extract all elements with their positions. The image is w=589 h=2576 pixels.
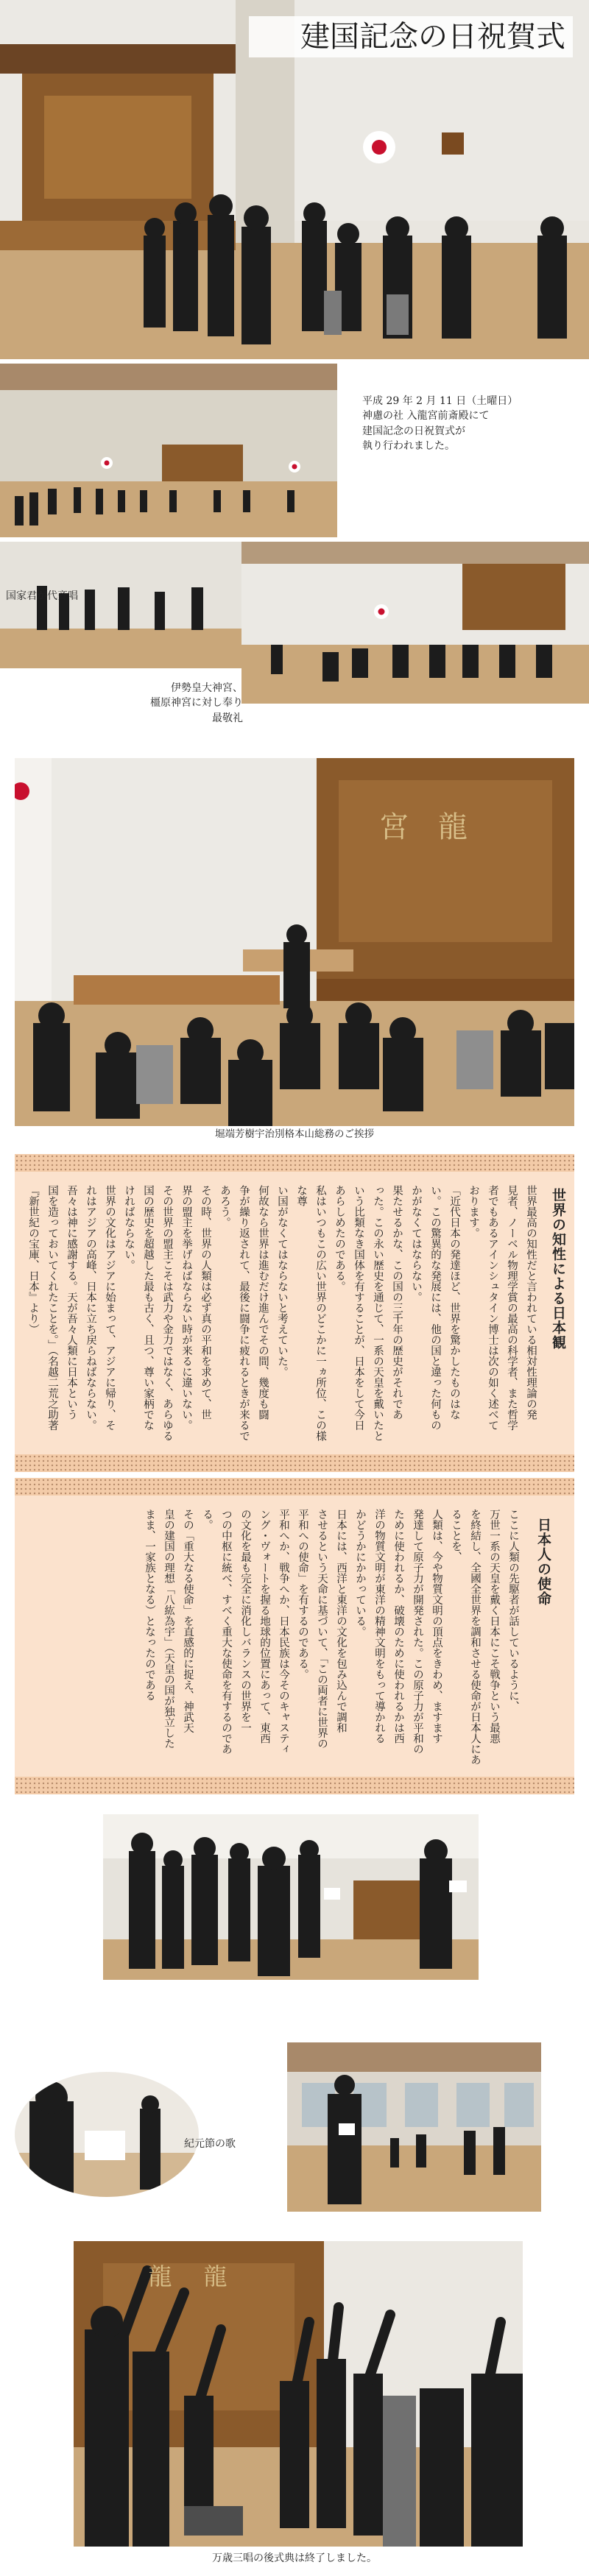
essay2-column: 平和への使命」を有するのである。 [297, 1509, 308, 1680]
essay1-column: ければならない。 [123, 1185, 135, 1270]
caption-intro: 平成 29 年 2 月 11 日（土曜日） 神慮の社 入龍宮前斎殿にて 建国記念の日祝賀式が 執り行われました。 [362, 395, 518, 452]
essay2-column: 人類は、今や物質文明の頂点をきわめ、ますます [431, 1509, 442, 1744]
essay2-column: 発達して原子力が開発された。この原子力が平和の [412, 1509, 423, 1755]
photo-worship-bow [241, 542, 589, 704]
essay1-column: 世界最高の知性だと言われている相対性理論の発 [525, 1185, 537, 1420]
essay1-column: 『新世紀の宝庫、日本』より） [27, 1185, 39, 1334]
essay-world-view [15, 1154, 574, 1472]
essay2-column: 皇の建国の理想「八紘為宇」（天皇の国が独立した [163, 1509, 174, 1749]
essay2-column: 万世一系の天皇を戴く日本にこそ戦争という最悪 [488, 1509, 500, 1744]
essay1-column: 国の歴史を超越した最も古く、且つ、尊い家柄でな [142, 1185, 154, 1431]
essay1-column: 争が繰り返されて、最後に闘争に疲れるときが来るで [238, 1185, 250, 1441]
essay-japanese-mission [15, 1478, 574, 1794]
essay1-column: おります。 [468, 1185, 479, 1239]
essay1-body [24, 1185, 540, 1450]
essay1-column: 者でもあるアインシュタイン博士は次の如く述べて [487, 1185, 498, 1431]
essay1-column: あろう。 [219, 1185, 230, 1228]
photo-hall-wide [0, 364, 337, 537]
essay2-column: ることを、 [450, 1509, 462, 1563]
essay1-column: 果たせるかな、この国の三千年の歴史がそれであ [391, 1185, 403, 1420]
essay1-column: 「近代日本の発達ほど、世界を驚かしたものはな [448, 1185, 460, 1420]
essay1-column: い国がなくてはならないと考えていた。 [276, 1185, 288, 1377]
essay2-column: かどうかにかかっている。 [354, 1509, 366, 1637]
essay1-column: 私はいつもこの広い世界のどこかに一ヵ所位、この様な尊 [295, 1185, 326, 1441]
essay1-column: かがなくてはならない。 [410, 1185, 422, 1303]
altar-sign-banzai-char-2: 龍 [203, 2262, 228, 2290]
essay2-column: 日本には、西洋と東洋の文化を包み込んで調和 [335, 1509, 347, 1733]
photo-song-speakers [103, 1814, 479, 1980]
essay2-column: ために使われるか、破壊のために使われるかは西 [392, 1509, 404, 1744]
essay2-column: まま、一家族となる）となったのである [144, 1509, 155, 1701]
essay2-column: る。 [201, 1509, 213, 1530]
essay2-column: を終結し、全國全世界を調和させる使命が日本人にあ [469, 1509, 481, 1765]
essay2-column: 平和へか、戦争へか、日本民族は今そのキャスティ [278, 1509, 289, 1755]
essay2-column: つの中枢に統べ、すべく重大な使命を有するのであ [220, 1509, 232, 1755]
altar-sign-banzai [133, 2258, 243, 2291]
essay1-column: 吾々は神に感謝する。天が吾々人類に日本という [66, 1185, 77, 1420]
caption-worship: 伊勢皇大神宮、 橿原神宮に対し奉り 最敬礼 [150, 682, 243, 724]
photo-song-reader [15, 2072, 199, 2197]
altar-sign [364, 802, 482, 846]
caption-song: 紀元節の歌 [184, 2138, 236, 2150]
page-title: 建国記念の日祝賀式 [249, 16, 573, 57]
essay1-column: 何故なら世界は進むだけ進んでその間、幾度も闘 [257, 1185, 269, 1420]
caption-banzai: 万歳三唱の後式典は終了しました。 [212, 2552, 377, 2564]
photo-anthem [0, 542, 241, 668]
essay1-column: 界の盟主を挙げねばならない時が来るに違いない。 [180, 1185, 192, 1431]
altar-sign-char-2: 龍 [438, 810, 468, 844]
essay1-column: 世界の文化はアジアに始まって、アジアに帰り、そ [104, 1185, 116, 1431]
essay1-column: った。この永い歴史を通じて、一系の天皇を戴いたと [372, 1185, 384, 1441]
altar-sign-char-1: 宮 [379, 810, 409, 844]
essay1-column: 国を造っておいてくれたことを。」（名越二荒之助著 [46, 1185, 58, 1431]
essay1-column: れはアジアの高峰、日本に立ち戻らねばならない。 [85, 1185, 96, 1431]
caption-anthem: 国家君が代斉唱 [6, 590, 78, 602]
caption-greeting: 堀端芳樹宇治別格本山総務のご挨拶 [215, 1128, 374, 1140]
photo-greeting [15, 758, 574, 1126]
essay1-column: いう比類なき国体を有することが、日本をして今日 [353, 1185, 364, 1431]
essay1-column: 見者、ノーベル物理学賞の最高の科学者、また哲学 [506, 1185, 518, 1431]
essay2-column: の文化を最も完全に消化しバランスの世界を一 [239, 1509, 251, 1733]
photo-song-hall [287, 2042, 541, 2212]
essay2-column: 洋の物質文明が東洋の精神文明をもって導かれる [373, 1509, 385, 1744]
essay2-column: させるという天命に基づいて、「この両者に世界の [316, 1509, 328, 1749]
essay1-column: あらしめたのである。 [334, 1185, 345, 1292]
essay2-body [140, 1509, 523, 1774]
essay1-column: い。この驚異的な発展には、他の国と違った何もの [429, 1185, 441, 1431]
essay2-column: その「重大なる使命」を直感的に捉え、神武天 [182, 1509, 194, 1733]
essay2-column: ここに人類の先駆者が話しているように、 [507, 1509, 519, 1712]
essay1-column: その世界の盟主こそは武力や金力ではなく、あらゆる [161, 1185, 173, 1441]
essay2-column: ング・ヴォートを握る地球的位置にあって、東西 [258, 1509, 270, 1744]
essay2-heading: 日本人の使命 [535, 1518, 551, 1606]
essay1-column: その時、世界の人類は必ず真の平和を求めて、世 [200, 1185, 211, 1420]
altar-sign-banzai-char-1: 龍 [148, 2262, 172, 2290]
essay1-heading: 世界の知性による日本観 [550, 1188, 566, 1350]
